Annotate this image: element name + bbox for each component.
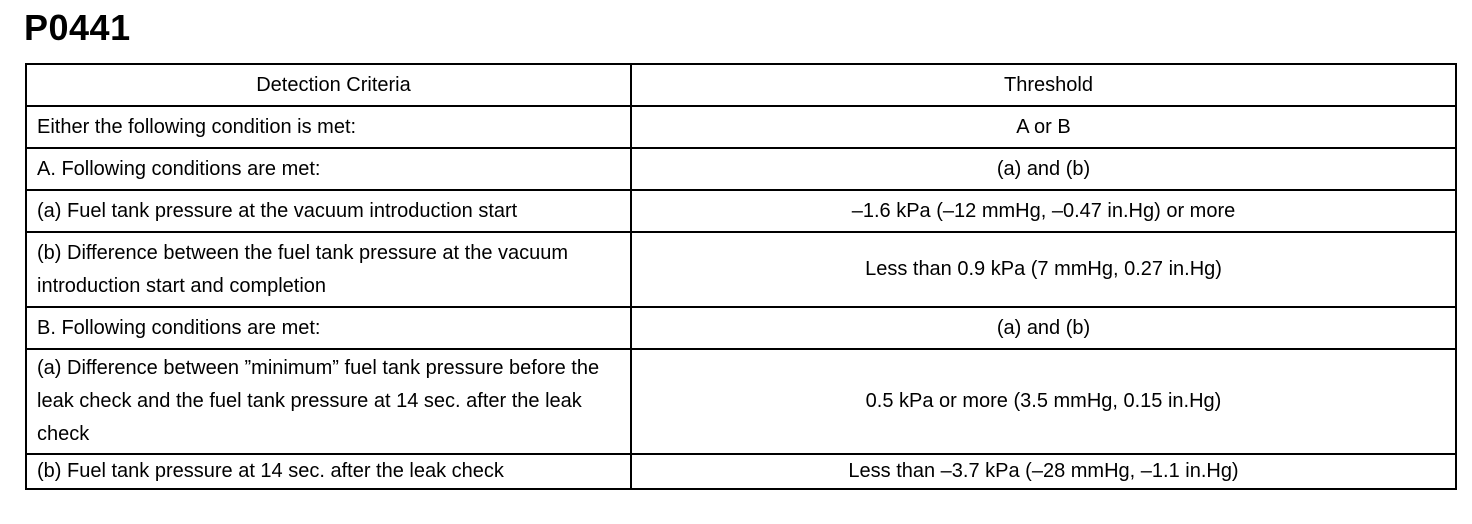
threshold-cell: A or B xyxy=(631,106,1456,148)
table-row xyxy=(26,307,1456,349)
threshold-cell: 0.5 kPa or more (3.5 mmHg, 0.15 in.Hg) xyxy=(631,349,1456,454)
table-row xyxy=(26,190,1456,232)
criteria-cell: Either the following condition is met: xyxy=(26,106,631,148)
table-row xyxy=(26,454,1456,489)
page-title: P0441 xyxy=(24,7,131,48)
threshold-cell: Less than –3.7 kPa (–28 mmHg, –1.1 in.Hg) xyxy=(631,454,1456,489)
criteria-cell: (a) Difference between ”minimum” fuel tank pressure before the leak check and the fuel tank pressure at 14 sec. after the leak check xyxy=(26,349,631,454)
table-row xyxy=(26,232,1456,307)
table-row xyxy=(26,148,1456,190)
threshold-cell: (a) and (b) xyxy=(631,148,1456,190)
threshold-cell: –1.6 kPa (–12 mmHg, –0.47 in.Hg) or more xyxy=(631,190,1456,232)
criteria-cell: A. Following conditions are met: xyxy=(26,148,631,190)
threshold-cell: Less than 0.9 kPa (7 mmHg, 0.27 in.Hg) xyxy=(631,232,1456,307)
column-header-threshold: Threshold xyxy=(631,64,1456,106)
criteria-cell: (a) Fuel tank pressure at the vacuum introduction start xyxy=(26,190,631,232)
criteria-cell: (b) Difference between the fuel tank pressure at the vacuum introduction start and completion xyxy=(26,232,631,307)
criteria-cell: B. Following conditions are met: xyxy=(26,307,631,349)
threshold-cell: (a) and (b) xyxy=(631,307,1456,349)
table-header-row xyxy=(26,64,1456,106)
detection-criteria-table xyxy=(25,63,1457,490)
column-header-criteria: Detection Criteria xyxy=(26,64,631,106)
criteria-cell: (b) Fuel tank pressure at 14 sec. after the leak check xyxy=(26,454,631,489)
table-row xyxy=(26,349,1456,454)
table-row xyxy=(26,106,1456,148)
